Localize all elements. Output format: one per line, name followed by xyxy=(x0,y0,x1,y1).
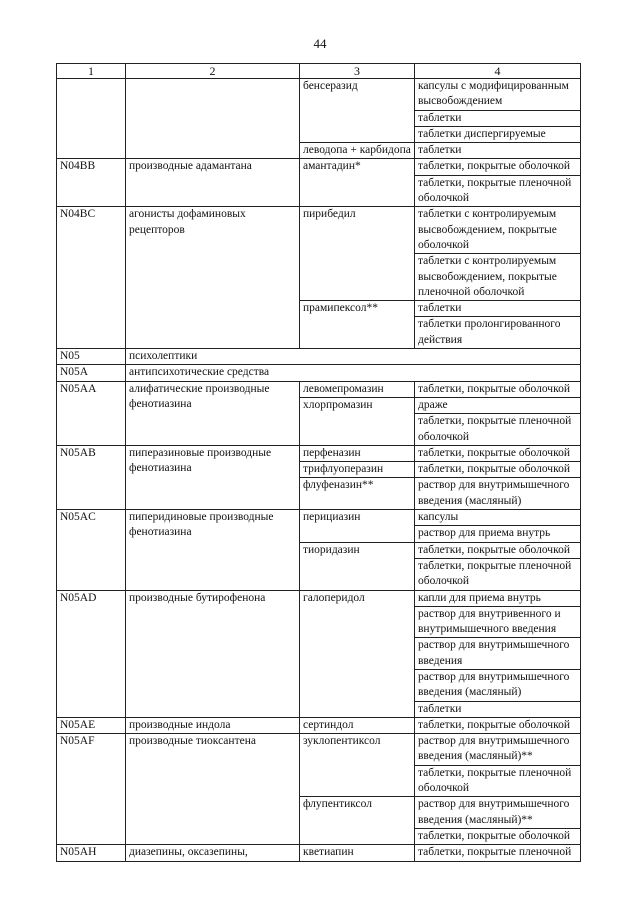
form-cell: таблетки xyxy=(415,143,581,159)
atc-code-cell: N05AA xyxy=(57,381,126,445)
atc-code-cell: N05AB xyxy=(57,445,126,509)
table-header xyxy=(57,64,581,79)
table-body xyxy=(57,79,581,862)
form-cell: таблетки xyxy=(415,301,581,317)
table-row xyxy=(57,159,581,175)
form-cell: капсулы с модифицированным высвобождением xyxy=(415,79,581,111)
drug-cell: тиоридазин xyxy=(300,542,415,590)
drug-cell: амантадин* xyxy=(300,159,415,207)
group-cell: пиперидиновые производные фенотиазина xyxy=(126,510,300,590)
form-cell: раствор для внутримышечного введения (масляный)** xyxy=(415,734,581,766)
form-cell: таблетки, покрытые оболочкой xyxy=(415,828,581,844)
form-cell: таблетки с контролируемым высвобождением, покрытые пленочной оболочкой xyxy=(415,254,581,301)
form-cell: таблетки, покрытые пленочной xyxy=(415,845,581,861)
header-col-2: 2 xyxy=(126,64,300,79)
form-cell: таблетки, покрытые оболочкой xyxy=(415,542,581,558)
drug-cell: зуклопентиксол xyxy=(300,734,415,797)
group-cell: производные тиоксантена xyxy=(126,734,300,845)
group-cell: диазепины, оксазепины, xyxy=(126,845,300,861)
drug-cell: перициазин xyxy=(300,510,415,543)
table-row xyxy=(57,365,581,381)
form-cell: раствор для внутривенного и внутримышечного введения xyxy=(415,606,581,638)
table-row xyxy=(57,510,581,526)
form-cell: таблетки, покрытые пленочной оболочкой xyxy=(415,765,581,797)
form-cell: раствор для внутримышечного введения xyxy=(415,638,581,670)
group-cell: алифатические производные фенотиазина xyxy=(126,381,300,445)
drug-cell: галоперидол xyxy=(300,590,415,717)
drug-cell: левомепромазин xyxy=(300,381,415,397)
table-row xyxy=(57,381,581,397)
form-cell: драже xyxy=(415,397,581,413)
drug-cell: сертиндол xyxy=(300,717,415,733)
form-cell: таблетки, покрытые оболочкой xyxy=(415,462,581,478)
form-cell: таблетки, покрытые оболочкой xyxy=(415,159,581,175)
header-col-1: 1 xyxy=(57,64,126,79)
form-cell: раствор для внутримышечного введения (масляный) xyxy=(415,669,581,701)
atc-code-cell xyxy=(57,79,126,159)
drug-cell: перфеназин xyxy=(300,445,415,461)
atc-code-cell: N05AC xyxy=(57,510,126,590)
atc-code-cell: N05AE xyxy=(57,717,126,733)
table-row xyxy=(57,445,581,461)
form-cell: таблетки, покрытые оболочкой xyxy=(415,445,581,461)
form-cell: таблетки, покрытые пленочной оболочкой xyxy=(415,175,581,207)
group-cell: пиперазиновые производные фенотиазина xyxy=(126,445,300,509)
atc-code-cell: N04BB xyxy=(57,159,126,207)
drug-cell: кветиапин xyxy=(300,845,415,861)
table-row xyxy=(57,717,581,733)
table-row xyxy=(57,349,581,365)
group-cell: психолептики xyxy=(126,349,581,365)
drug-cell: бенсеразид xyxy=(300,79,415,143)
form-cell: раствор для внутримышечного введения (масляный) xyxy=(415,478,581,510)
form-cell: таблетки xyxy=(415,110,581,126)
form-cell: таблетки с контролируемым высвобождением, покрытые оболочкой xyxy=(415,207,581,254)
form-cell: таблетки, покрытые пленочной оболочкой xyxy=(415,414,581,446)
group-cell xyxy=(126,79,300,159)
group-cell: производные индола xyxy=(126,717,300,733)
group-cell: производные адамантана xyxy=(126,159,300,207)
table-row xyxy=(57,845,581,861)
table-row xyxy=(57,734,581,766)
table-row xyxy=(57,79,581,111)
drug-cell: леводопа + карбидопа xyxy=(300,143,415,159)
form-cell: капли для приема внутрь xyxy=(415,590,581,606)
drug-cell: флупентиксол xyxy=(300,797,415,845)
group-cell: антипсихотические средства xyxy=(126,365,581,381)
atc-code-cell: N05 xyxy=(57,349,126,365)
form-cell: капсулы xyxy=(415,510,581,526)
drug-cell: трифлуоперазин xyxy=(300,462,415,478)
form-cell: таблетки, покрытые пленочной оболочкой xyxy=(415,558,581,590)
group-cell: агонисты дофаминовых рецепторов xyxy=(126,207,300,349)
atc-code-cell: N05AF xyxy=(57,734,126,845)
table-row xyxy=(57,590,581,606)
drug-table xyxy=(56,63,581,862)
header-col-3: 3 xyxy=(300,64,415,79)
atc-code-cell: N05A xyxy=(57,365,126,381)
form-cell: раствор для внутримышечного введения (масляный)** xyxy=(415,797,581,829)
form-cell: таблетки, покрытые оболочкой xyxy=(415,717,581,733)
form-cell: таблетки xyxy=(415,701,581,717)
atc-code-cell: N05AD xyxy=(57,590,126,717)
drug-cell: прамипексол** xyxy=(300,301,415,349)
drug-cell: хлорпромазин xyxy=(300,397,415,445)
form-cell: раствор для приема внутрь xyxy=(415,526,581,542)
drug-cell: пирибедил xyxy=(300,207,415,301)
atc-code-cell: N05AH xyxy=(57,845,126,861)
form-cell: таблетки, покрытые оболочкой xyxy=(415,381,581,397)
page-number: 44 xyxy=(313,36,327,51)
form-cell: таблетки диспергируемые xyxy=(415,126,581,142)
header-row xyxy=(57,64,581,79)
atc-code-cell: N04BC xyxy=(57,207,126,349)
group-cell: производные бутирофенона xyxy=(126,590,300,717)
form-cell: таблетки пролонгированного действия xyxy=(415,317,581,349)
drug-cell: флуфеназин** xyxy=(300,478,415,510)
table-row xyxy=(57,207,581,254)
header-col-4: 4 xyxy=(415,64,581,79)
